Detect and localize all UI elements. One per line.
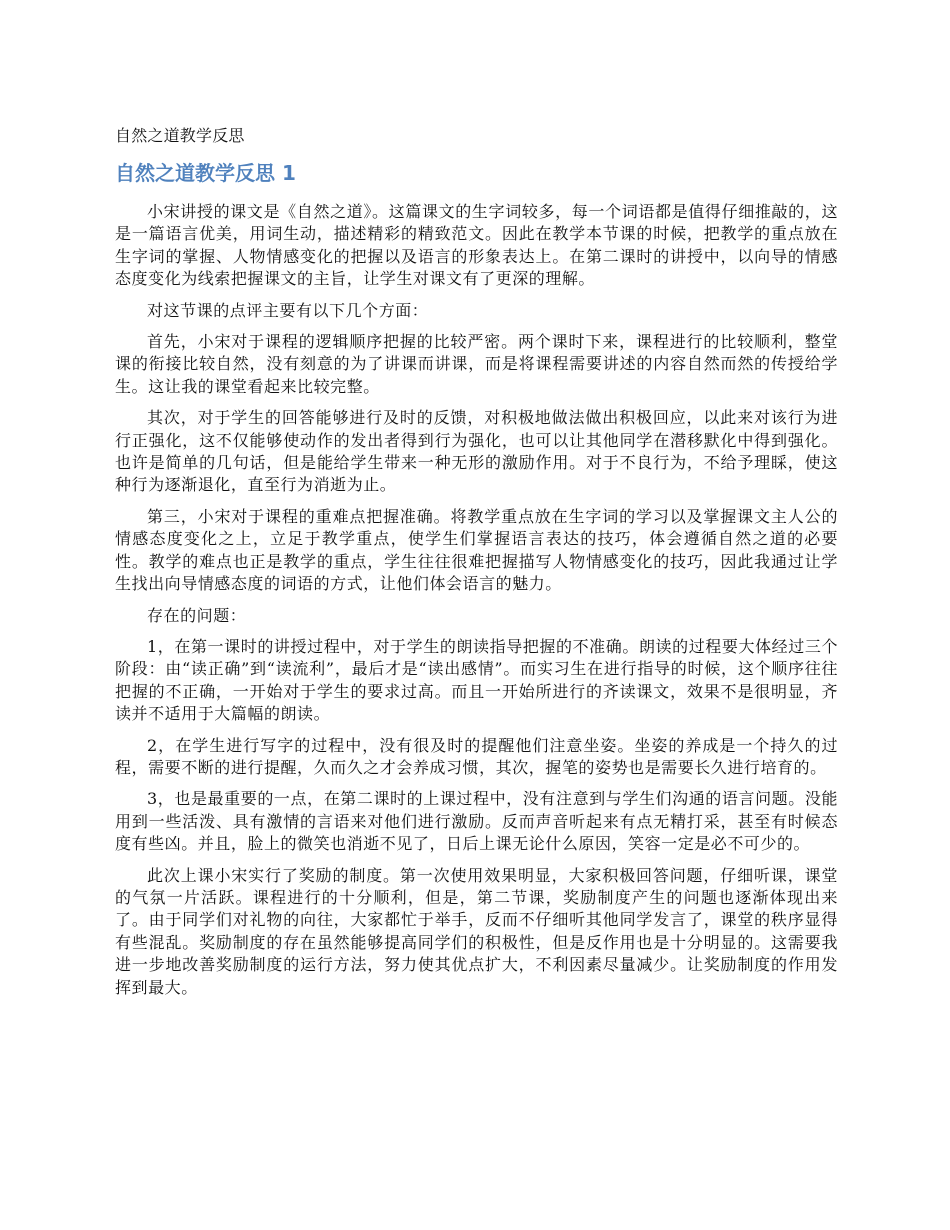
paragraph-intro: 小宋讲授的课文是《自然之道》。这篇课文的生字词较多，每一个词语都是值得仔细推敲的，这是一篇语言优美，用词生动，描述精彩的精致范文。因此在教学本节课的时候，把教学的重点放在生字词的掌握、人物情感变化的把握以及语言的形象表达上。在第二课时的讲授中，以向导的情感态度变化为线索把握课文的主旨，让学生对课文有了更深的理解。 bbox=[115, 202, 838, 289]
paragraph-second-point: 其次，对于学生的回答能够进行及时的反馈，对积极地做法做出积极回应，以此来对该行为进行正强化，这不仅能够使动作的发出者得到行为强化，也可以让其他同学在潜移默化中得到强化。也许是简单的几句话，但是能给学生带来一种无形的激励作用。对于不良行为，不给予理睬，使这种行为逐渐退化，直至行为消逝为止。 bbox=[115, 408, 838, 495]
paragraph-third-point: 第三，小宋对于课程的重难点把握准确。将教学重点放在生字词的学习以及掌握课文主人公的情感态度变化之上，立足于教学重点，使学生们掌握语言表达的技巧，体会遵循自然之道的必要性。教学的难点也正是教学的重点，学生往往很难把握描写人物情感变化的技巧，因此我通过让学生找出向导情感态度的词语的方式，让他们体会语言的魅力。 bbox=[115, 506, 838, 594]
paragraph-reward-system: 此次上课小宋实行了奖励的制度。第一次使用效果明显，大家积极回答问题，仔细听课，课堂的气氛一片活跃。课程进行的十分顺利，但是，第二节课，奖励制度产生的问题也逐渐体现出来了。由于同学们对礼物的向往，大家都忙于举手，反而不仔细听其他同学发言了，课堂的秩序显得有些混乱。奖励制度的存在虽然能够提高同学们的积极性，但是反作用也是十分明显的。这需要我进一步地改善奖励制度的运行方法，努力使其优点扩大，不利因素尽量减少。让奖励制度的作用发挥到最大。 bbox=[115, 865, 838, 997]
section-heading: 自然之道教学反思 1 bbox=[115, 161, 296, 185]
document-title: 自然之道教学反思 bbox=[115, 126, 245, 145]
paragraph-first-point: 首先，小宋对于课程的逻辑顺序把握的比较严密。两个课时下来，课程进行的比较顺利，整堂课的衔接比较自然，没有刻意的为了讲课而讲课，而是将课程需要讲述的内容自然而然的传授给学生。这让我的课堂看起来比较完整。 bbox=[115, 332, 838, 396]
paragraph-problem-1: 1，在第一课时的讲授过程中，对于学生的朗读指导把握的不准确。朗读的过程要大体经过三个阶段：由“读正确”到“读流利”，最后才是“读出感情”。而实习生在进行指导的时候，这个顺序往往把握的不正确，一开始对于学生的要求过高。而且一开始所进行的齐读课文，效果不是很明显，齐读并不适用于大篇幅的朗读。 bbox=[115, 636, 838, 724]
paragraph-problem-3: 3，也是最重要的一点，在第二课时的上课过程中，没有注意到与学生们沟通的语言问题。没能用到一些活泼、具有激情的言语来对他们进行激励。反而声音听起来有点无精打采，甚至有时候态度有些凶。并且，脸上的微笑也消逝不见了，日后上课无论什么原因，笑容一定是必不可少的。 bbox=[115, 789, 838, 854]
paragraph-problems-lead: 存在的问题： bbox=[147, 605, 247, 625]
paragraph-problem-2: 2，在学生进行写字的过程中，没有很及时的提醒他们注意坐姿。坐姿的养成是一个持久的过程，需要不断的进行提醒，久而久之才会养成习惯，其次，握笔的姿势也是需要长久进行培育的。 bbox=[115, 735, 838, 777]
paragraph-review-lead: 对这节课的点评主要有以下几个方面： bbox=[147, 300, 429, 320]
